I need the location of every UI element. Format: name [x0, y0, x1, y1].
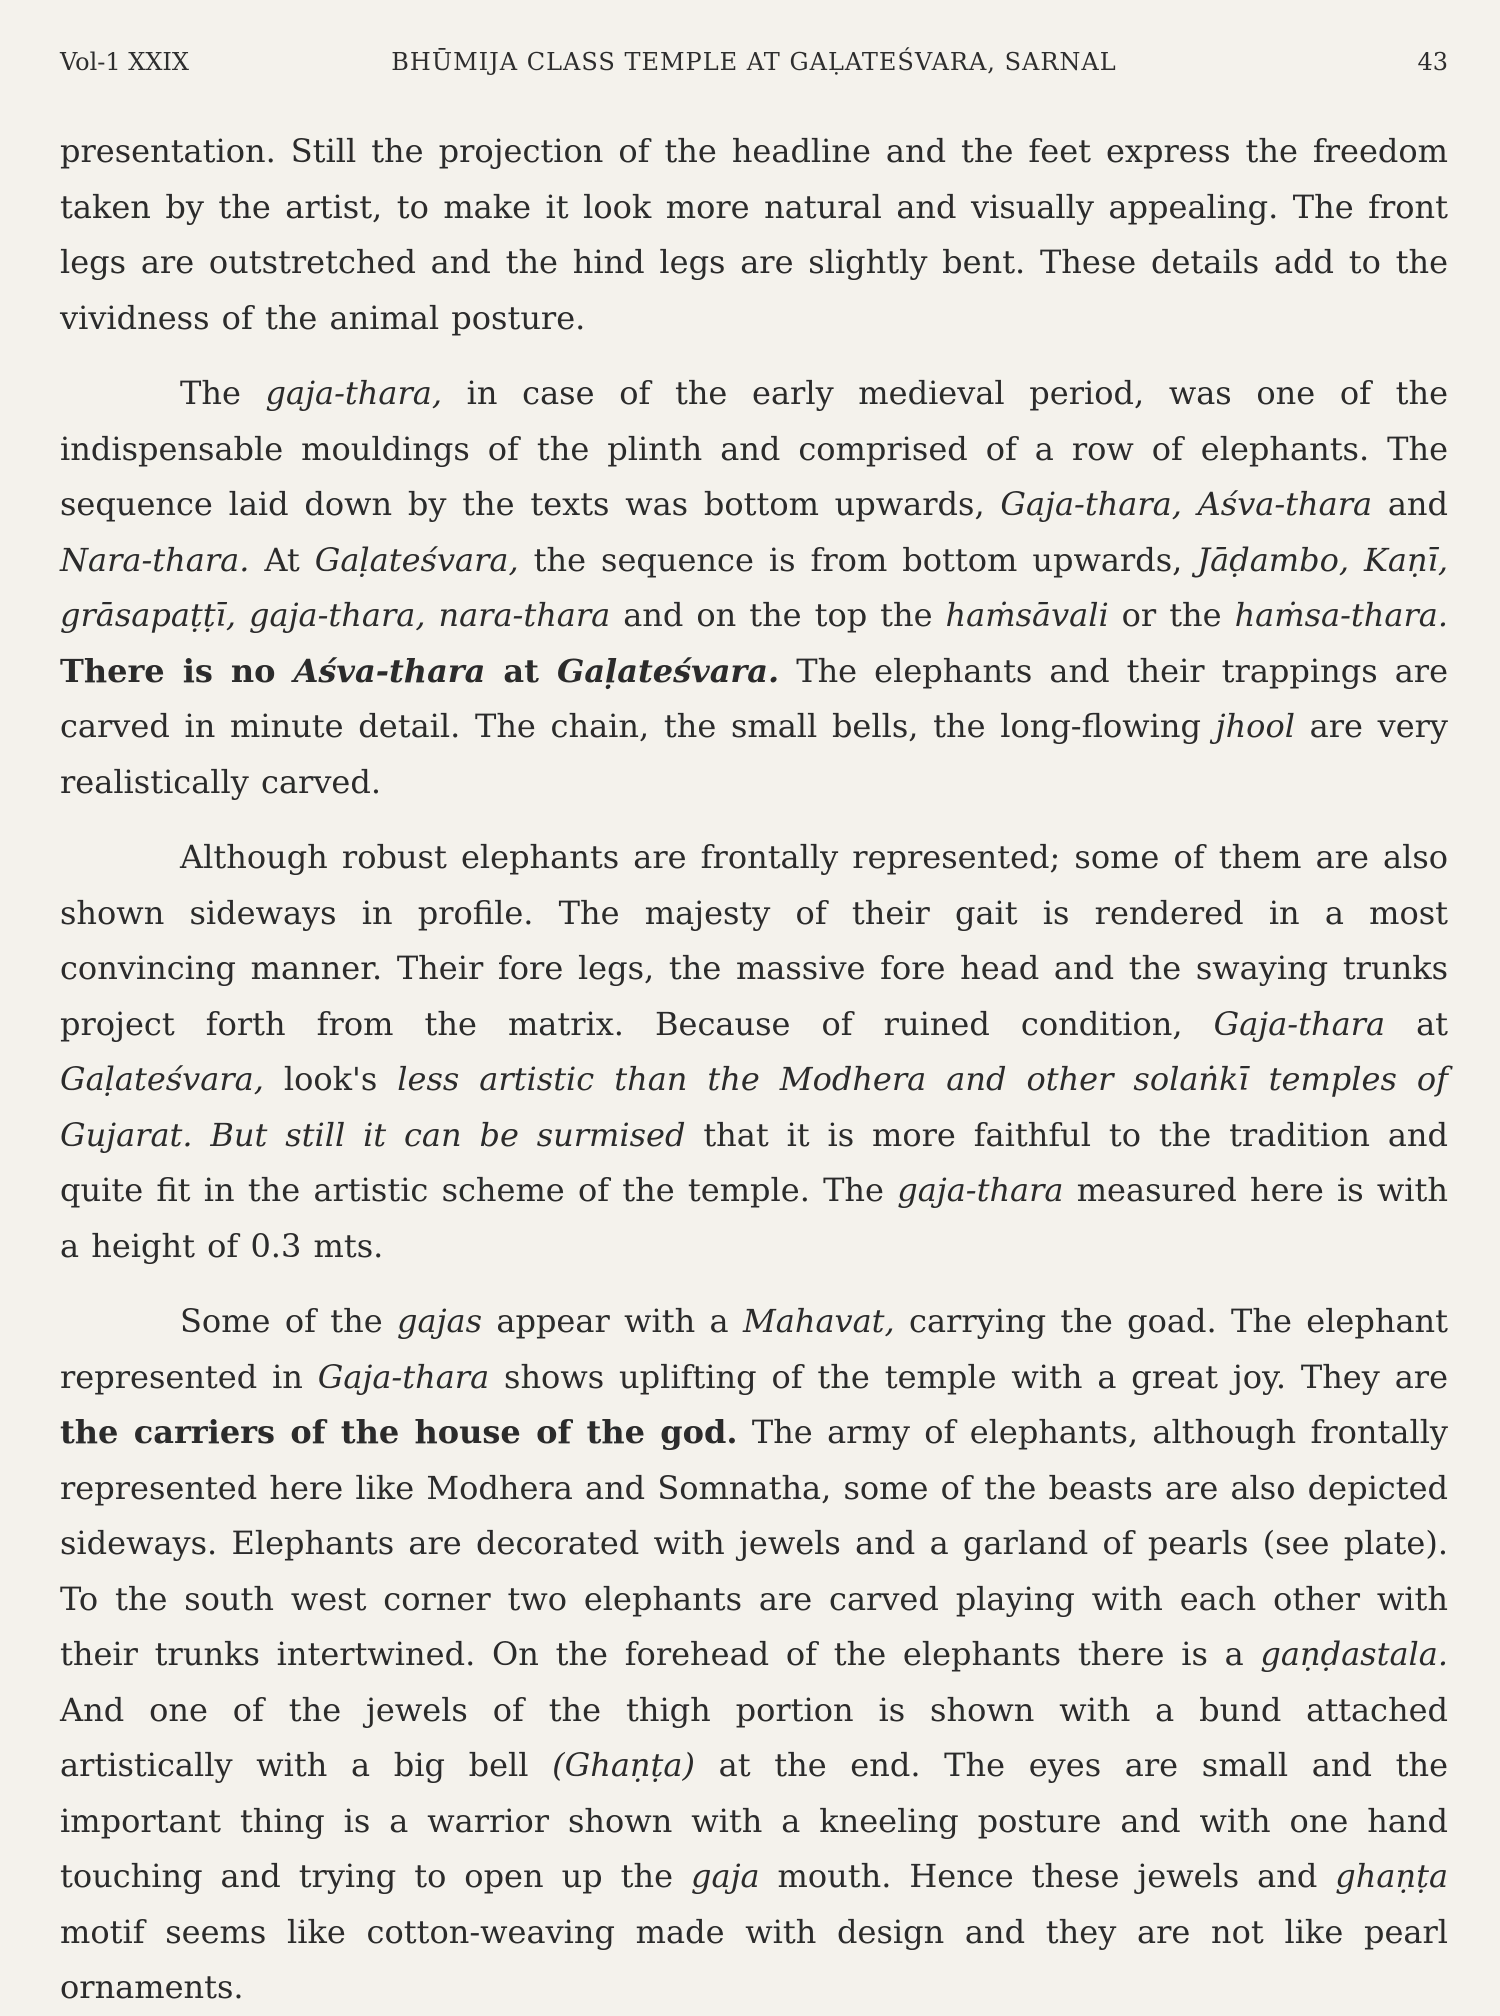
- running-header: [60, 48, 1448, 88]
- page-number: 43: [1417, 48, 1448, 76]
- text-run: The: [180, 374, 266, 412]
- text-run: Although robust elephants are frontally represented; some of them are also shown sideways in profile. The majesty of their gait is rendered in a most convincing manner. Their fore legs, the massive fore head and the swaying trunks project forth from the matrix. Because of ruined condition,: [60, 838, 1448, 1043]
- text-run: and on the top the: [610, 596, 946, 634]
- paragraph-2: [60, 366, 1448, 810]
- text-run: look's: [263, 1060, 398, 1098]
- italic-term: gaja-thara: [897, 1171, 1064, 1209]
- text-run: measured here is with a height of 0.3 mts.: [60, 1171, 1449, 1265]
- text-run: presentation. Still the projection of the headline and the feet express the freedom taken by the artist, to make it look more natural and visually appealing. The front legs are outstretched and the hind legs are slightly bent. These details add to the vividness of the animal posture.: [60, 132, 1448, 337]
- text-run: carrying the goad. The elephant represented in: [60, 1302, 1449, 1396]
- italic-term: jhool: [1215, 707, 1295, 745]
- text-run: The army of elephants, although frontally represented here like Modhera and Somnatha, some of the beasts are also depicted sideways. Elephants are decorated with jewels and a garland of pearls (see plate). To the south west corner two elephants are carved playing with each other with their trunks intertwined. On the forehead of the elephants there is a: [60, 1413, 1449, 1673]
- bold-run: at: [485, 651, 557, 690]
- text-run: And one of the jewels of the thigh portion is shown with a bund attached artistically with a big bell: [60, 1690, 1448, 1784]
- italic-term: Mahavat,: [742, 1302, 895, 1340]
- italic-term: Jāḍambo, Kaṇī, grāsapaṭṭī, gaja-thara, nara-thara: [60, 540, 1449, 634]
- italic-term: ghaṇṭa: [1335, 1857, 1449, 1895]
- chapter-title: BHŪMIJA CLASS TEMPLE AT GAḶATEŚVARA, SARNAL: [391, 48, 1117, 76]
- paragraph-1: [60, 124, 1448, 346]
- text-run: are very realistically carved.: [60, 707, 1449, 801]
- text-run: at: [1385, 1004, 1449, 1043]
- text-run: shows uplifting of the temple with a great joy. They are: [489, 1357, 1449, 1396]
- italic-term: gaja-thara,: [265, 374, 443, 412]
- bold-run: There is no: [60, 651, 294, 690]
- bold-italic-term: Aśva-thara: [293, 651, 486, 690]
- italic-term: Nara-thara.: [60, 540, 250, 579]
- text-run: the sequence is from bottom upwards,: [518, 540, 1198, 579]
- text-run: or the: [1108, 596, 1235, 634]
- text-run: The elephants and their trappings are carved in minute detail. The chain, the small bells, the long-flowing: [60, 651, 1449, 745]
- italic-term: haṁsa-thara.: [1234, 596, 1448, 634]
- text-run: motif seems like cotton-weaving made with design and they are not like pearl ornaments.: [60, 1912, 1448, 2006]
- italic-term: Gaja-thara, Aśva-thara: [1000, 485, 1373, 523]
- italic-term: Gaḷateśvara,: [60, 1060, 264, 1098]
- italic-term: gaṇḍastala.: [1260, 1635, 1448, 1673]
- italic-term: haṁsāvali: [945, 596, 1109, 634]
- italic-term: Gaja-thara: [1213, 1004, 1386, 1043]
- bold-statement: the carriers of the house of the god.: [60, 1413, 738, 1451]
- paragraph-3: [60, 830, 1448, 1274]
- italic-term: Gaja-thara: [317, 1357, 490, 1396]
- text-run: appear with a: [482, 1302, 743, 1340]
- text-run: at the end. The eyes are small and the important thing is a warrior shown with a kneeling posture and with one hand touching and trying to open up the: [60, 1746, 1449, 1895]
- text-run: Some of the: [180, 1302, 398, 1340]
- italic-term: less artistic than the Modhera and other solaṅkī temples of Gujarat. But still it can be surmised: [60, 1060, 1449, 1154]
- italic-term: (Ghaṇṭa): [552, 1746, 695, 1784]
- text-run: in case of the early medieval period, was one of the indispensable mouldings of the plinth and comprised of a row of elephants. The sequence laid down by the texts was bottom upwards,: [60, 374, 1448, 523]
- body-text: [60, 124, 1448, 2016]
- text-run: mouth. Hence these jewels and: [759, 1857, 1336, 1895]
- text-run: that it is more faithful to the tradition and quite fit in the artistic scheme of the temple. The: [60, 1115, 1449, 1209]
- volume-label: Vol-1 XXIX: [60, 48, 189, 76]
- italic-term: Gaḷateśvara,: [314, 540, 519, 579]
- italic-term: gajas: [397, 1302, 483, 1340]
- paragraph-4: [60, 1294, 1448, 2016]
- text-run: and: [1372, 485, 1449, 523]
- bold-statement: [60, 652, 779, 690]
- text-run: At: [249, 540, 315, 579]
- italic-term: gaja: [691, 1857, 760, 1895]
- bold-italic-term: Gaḷateśvara.: [556, 651, 780, 690]
